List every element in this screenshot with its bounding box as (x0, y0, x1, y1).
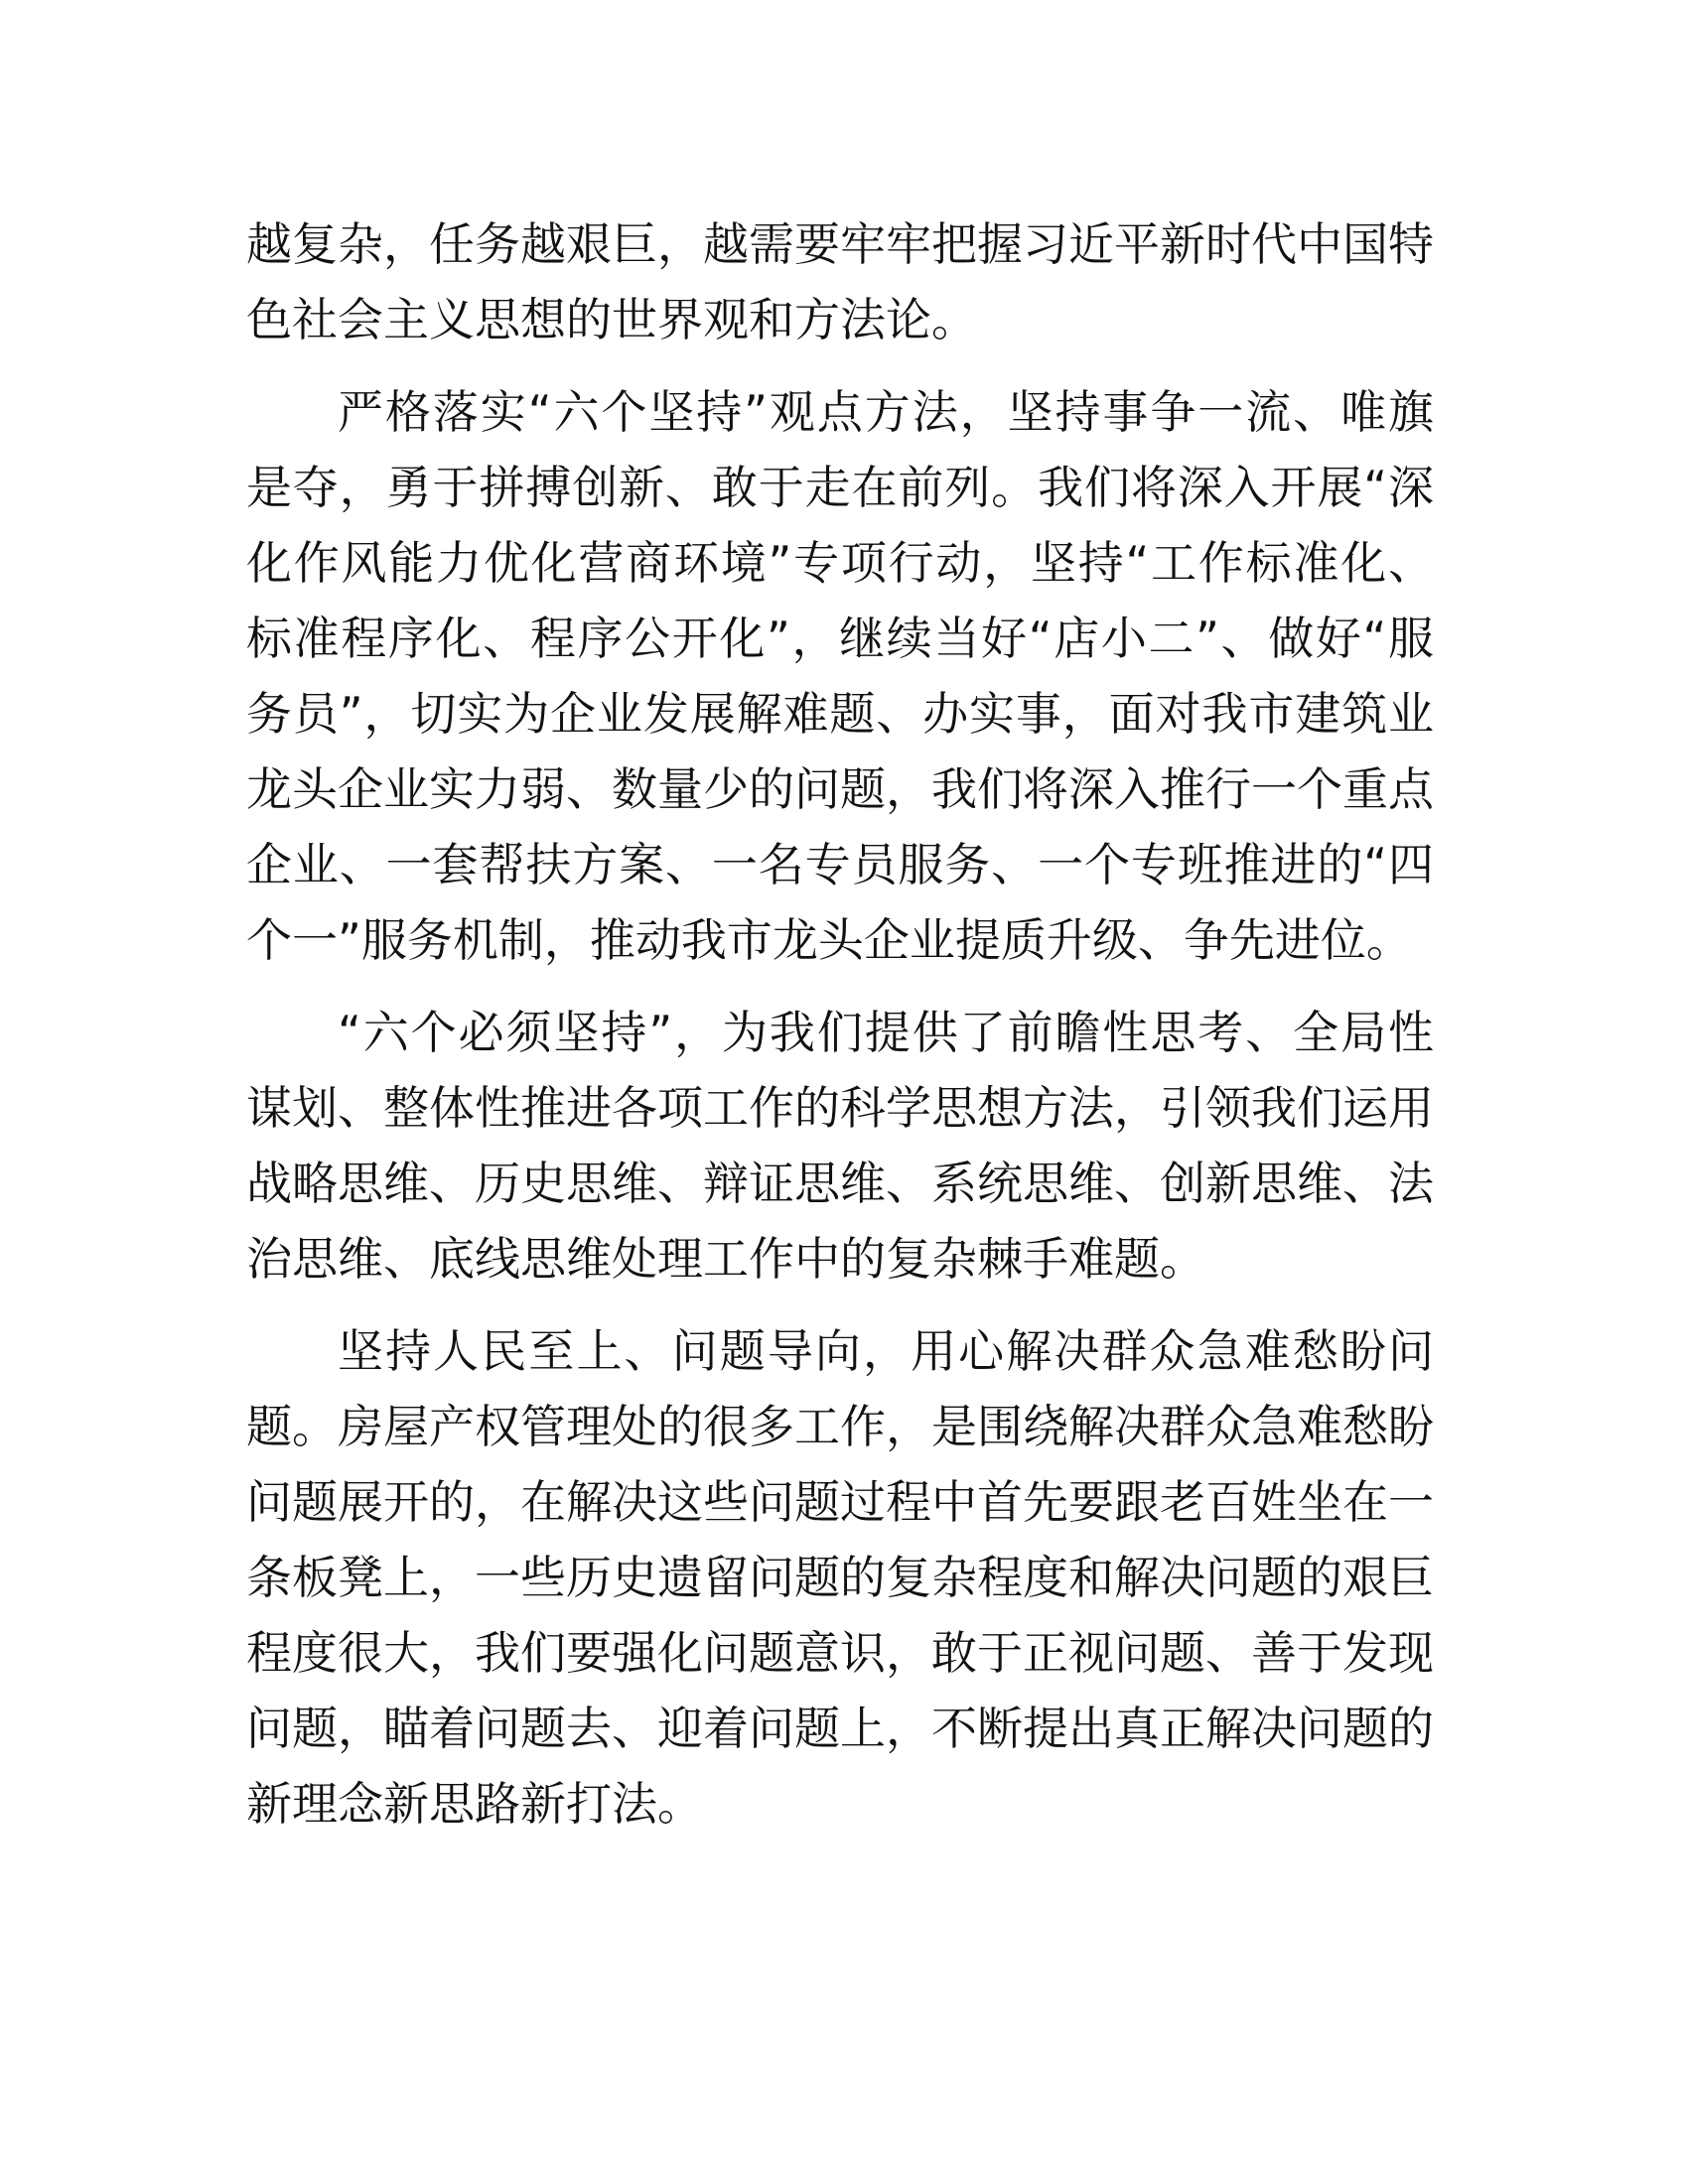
paragraph-continued: 越复杂，任务越艰巨，越需要牢牢把握习近平新时代中国特色社会主义思想的世界观和方法论。 (246, 217, 1434, 346)
paragraph-six-adherences-method: 严格落实“六个坚持”观点方法，坚持事争一流、唯旗是夺，勇于拼搏创新、敢于走在前列。我们将深入开展“深化作风能力优化营商环境”专项行动，坚持“工作标准化、标准程序化、程序公开化”，继续当好“店小二”、做好“服务员”，切实为企业发展解难题、办实事，面对我市建筑业龙头企业实力弱、数量少的问题，我们将深入推行一个重点企业、一套帮扶方案、一名专员服务、一个专班推进的“四个一”服务机制，推动我市龙头企业提质升级、争先进位。 (246, 385, 1434, 967)
paragraph-six-musts: “六个必须坚持”，为我们提供了前瞻性思考、全局性谋划、整体性推进各项工作的科学思想方法，引领我们运用战略思维、历史思维、辩证思维、系统思维、创新思维、法治思维、底线思维处理工作中的复杂棘手难题。 (246, 1006, 1434, 1286)
document-body (246, 206, 1434, 1858)
paragraph-people-first: 坚持人民至上、问题导向，用心解决群众急难愁盼问题。房屋产权管理处的很多工作，是围绕解决群众急难愁盼问题展开的，在解决这些问题过程中首先要跟老百姓坐在一条板凳上，一些历史遗留问题的复杂程度和解决问题的艰巨程度很大，我们要强化问题意识，敢于正视问题、善于发现问题，瞄着问题去、迎着问题上，不断提出真正解决问题的新理念新思路新打法。 (246, 1324, 1434, 1831)
